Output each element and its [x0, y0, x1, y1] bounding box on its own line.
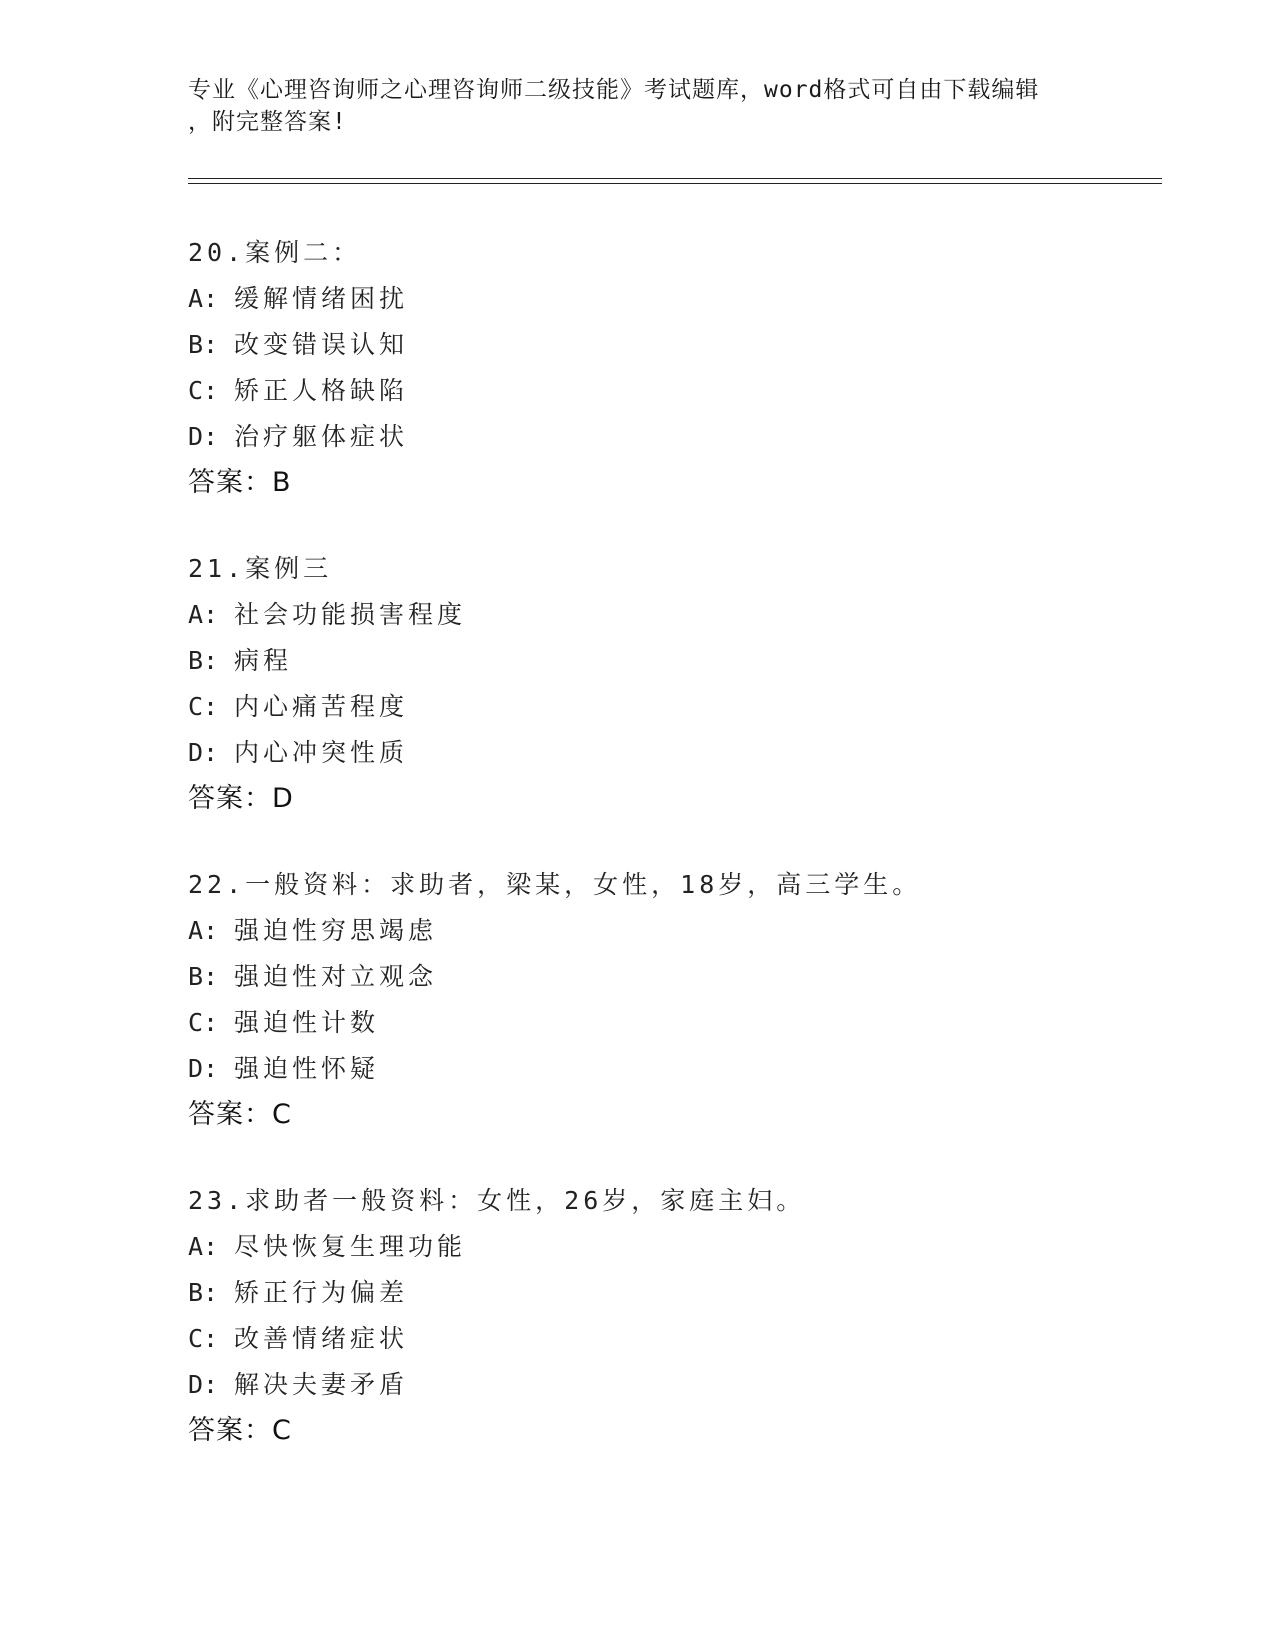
- option-key: D:: [188, 1370, 219, 1399]
- answer-line: 答案：C: [188, 1099, 292, 1130]
- option-a: [188, 276, 1148, 322]
- option-c: [188, 368, 1148, 414]
- option-d: [188, 730, 1148, 776]
- option-text: 改善情绪症状: [234, 1324, 409, 1353]
- answer-line: 答案：D: [188, 783, 294, 814]
- option-key: A:: [188, 284, 219, 313]
- option-text: 社会功能损害程度: [234, 600, 467, 629]
- question-stem: 21.案例三: [188, 554, 333, 583]
- option-text: 强迫性对立观念: [234, 962, 438, 991]
- option-text: 强迫性计数: [234, 1008, 380, 1037]
- header-divider-top: [188, 178, 1162, 179]
- option-key: C:: [188, 1008, 219, 1037]
- option-key: A:: [188, 916, 219, 945]
- header-title-line-1: 专业《心理咨询师之心理咨询师二级技能》考试题库，word格式可自由下载编辑: [188, 77, 1040, 103]
- option-text: 内心冲突性质: [234, 738, 409, 767]
- option-a: [188, 908, 1148, 954]
- option-text: 强迫性穷思竭虑: [234, 916, 438, 945]
- option-text: 矫正行为偏差: [234, 1278, 409, 1307]
- option-text: 强迫性怀疑: [234, 1054, 380, 1083]
- question-20: [188, 230, 1148, 506]
- option-key: B:: [188, 646, 219, 675]
- option-c: [188, 684, 1148, 730]
- option-text: 尽快恢复生理功能: [234, 1232, 467, 1261]
- question-stem: 22.一般资料：求助者，梁某，女性，18岁，高三学生。: [188, 870, 922, 899]
- option-text: 病程: [234, 646, 293, 675]
- option-key: B:: [188, 330, 219, 359]
- option-b: [188, 1270, 1148, 1316]
- option-key: C:: [188, 376, 219, 405]
- option-b: [188, 322, 1148, 368]
- option-key: D:: [188, 738, 219, 767]
- option-text: 改变错误认知: [234, 330, 409, 359]
- answer-line: 答案：B: [188, 467, 292, 498]
- option-text: 治疗躯体症状: [234, 422, 409, 451]
- question-22: [188, 862, 1148, 1138]
- option-a: [188, 1224, 1148, 1270]
- option-key: B:: [188, 1278, 219, 1307]
- option-text: 矫正人格缺陷: [234, 376, 409, 405]
- option-d: [188, 414, 1148, 460]
- option-key: C:: [188, 1324, 219, 1353]
- option-key: C:: [188, 692, 219, 721]
- option-c: [188, 1000, 1148, 1046]
- option-d: [188, 1362, 1148, 1408]
- option-key: A:: [188, 600, 219, 629]
- option-b: [188, 954, 1148, 1000]
- option-b: [188, 638, 1148, 684]
- header-title-line-2: ，附完整答案!: [188, 109, 347, 135]
- option-key: D:: [188, 1054, 219, 1083]
- option-a: [188, 592, 1148, 638]
- question-21: [188, 546, 1148, 822]
- question-23: [188, 1178, 1148, 1454]
- answer-line: 答案：C: [188, 1415, 292, 1446]
- option-text: 内心痛苦程度: [234, 692, 409, 721]
- option-c: [188, 1316, 1148, 1362]
- option-text: 解决夫妻矛盾: [234, 1370, 409, 1399]
- question-stem: 20.案例二：: [188, 238, 362, 267]
- option-key: D:: [188, 422, 219, 451]
- option-key: A:: [188, 1232, 219, 1261]
- option-d: [188, 1046, 1148, 1092]
- option-key: B:: [188, 962, 219, 991]
- document-header: [188, 74, 1088, 138]
- header-divider-bottom: [188, 183, 1162, 184]
- question-stem: 23.求助者一般资料：女性，26岁，家庭主妇。: [188, 1186, 806, 1215]
- option-text: 缓解情绪困扰: [234, 284, 409, 313]
